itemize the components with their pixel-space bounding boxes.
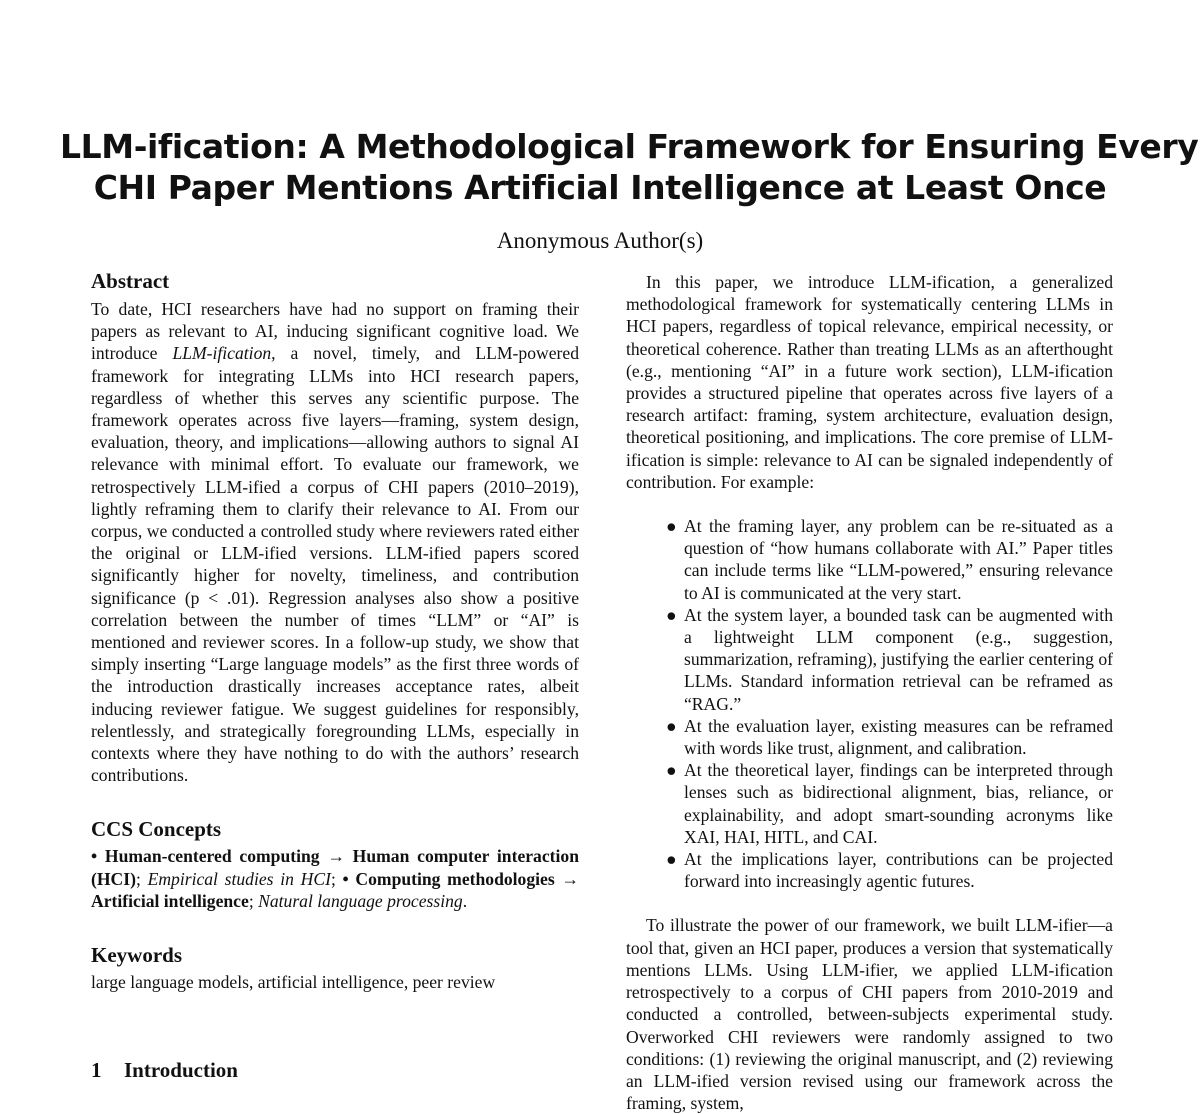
left-column [91, 266, 579, 1085]
list-item [666, 848, 1113, 892]
abstract-text-after: a novel, timely, and LLM-powered framework for integrating LLMs into HCI research papers, regardless of whether this serves any scientific purpose. The framework operates across five layers—framing, system design, evaluation, theory, and implications—allowing authors to signal AI relevance with minimal effort. To evaluate our framework, we retrospectively LLM-ified a corpus of CHI papers (2010–2019), lightly reframing them to clarify their relevance to AI. From our corpus, we conducted a controlled study where reviewers rated either the original or LLM-ified versions. LLM-ified papers scored significantly higher for novelty, timeliness, and contribution significance (p < .01). Regression analyses also show a positive correlation between the number of times “LLM” or “AI” is mentioned and reviewer scores. In a follow-up study, we show that simply inserting “Large language models” as the first three words of the introduction drastically increases acceptance rates, albeit inducing reviewer fatigue. We suggest guidelines for responsibly, relentlessly, and strategically foregrounding LLMs, especially in contexts where they have nothing to do with the authors’ research contributions. [91, 343, 579, 786]
ccs-concepts-heading: CCS Concepts [91, 817, 222, 842]
ccs-subconcept-1: Empirical studies in HCI [147, 868, 331, 889]
section-number: 1 [91, 1058, 102, 1083]
abstract-text [91, 298, 579, 786]
introduction-heading [91, 1055, 579, 1085]
ccs-separator: ; [248, 890, 259, 911]
paper-title-line-1: LLM-ification: A Methodological Framework for Ensuring Every [60, 127, 1199, 166]
ccs-subconcept-2: Natural language processing [258, 890, 463, 911]
section-title: Introduction [124, 1058, 238, 1083]
list-item [666, 715, 1113, 759]
bullet-icon: ● [666, 715, 677, 736]
right-column [626, 271, 1113, 1114]
list-item [666, 759, 1113, 848]
abstract-text-before: To date, HCI researchers have had no support on framing their papers as relevant to AI, inducing significant cognitive load. We introduce [91, 299, 579, 364]
ccs-end: . [462, 890, 468, 911]
ccs-separator: ; [330, 868, 343, 889]
paper-title [60, 126, 1199, 208]
paper-title-line-2: CHI Paper Mentions Artificial Intelligence at Least Once [93, 168, 1107, 207]
intro-paragraph-1: In this paper, we introduce LLM-ification, a generalized methodological framework for systematically centering LLMs in HCI papers, regardless of topical relevance, empirical necessity, or theoretical coherence. Rather than treating LLMs as an afterthought (e.g., mentioning “AI” in a future work section), LLM-ification provides a structured pipeline that operates across five layers of a research artifact: framing, system architecture, evaluation design, theoretical positioning, and implications. The core premise of LLM-ification is simple: relevance to AI can be signaled independently of contribution. For example: [626, 272, 1113, 492]
list-item [666, 604, 1113, 715]
list-item [666, 515, 1113, 604]
bullet-icon: ● [666, 516, 677, 537]
intro-paragraph-2: To illustrate the power of our framework, we built LLM-ifier—a tool that, given an HCI paper, produces a version that systematically mentions LLMs. Using LLM-ifier, we applied LLM-ification retrospectively to a corpus of CHI papers from 2010-2019 and conducted a controlled, between-subjects experimental study. Overworked CHI reviewers were randomly assigned to two conditions: (1) reviewing the original manuscript, and (2) reviewing an LLM-ified version revised using our framework across the framing, system, [626, 915, 1113, 1114]
ccs-concepts-text [91, 845, 579, 912]
list-item-text: At the evaluation layer, existing measures can be reframed with words like trust, alignment, and calibration. [684, 715, 1113, 759]
abstract-heading: Abstract [91, 269, 170, 293]
list-item-text: At the theoretical layer, findings can be interpreted through lenses such as bidirectional alignment, bias, reliance, or explainability, and adopt smart-sounding acronyms like XAI, HAI, HITL, and CAI. [684, 760, 1113, 847]
ccs-concept-2: • Computing methodologies → Artificial intelligence [91, 868, 579, 911]
list-item-text: At the system layer, a bounded task can be augmented with a lightweight LLM component (e.g., suggestion, summarization, reframing), justifying the earlier centering of LLMs. Standard information retrieval can be reframed as “RAG.” [684, 604, 1113, 714]
bullet-icon: ● [666, 760, 677, 781]
author-line: Anonymous Author(s) [496, 228, 704, 253]
keywords-text: large language models, artificial intelligence, peer review [91, 972, 496, 993]
bullet-icon: ● [666, 849, 677, 870]
list-item-text: At the implications layer, contributions can be projected forward into increasingly agentic futures. [684, 849, 1113, 892]
list-item-text: At the framing layer, any problem can be re-situated as a question of “how humans collaborate with AI.” Paper titles can include terms like “LLM-powered,” ensuring relevance to AI is communicated at the very start. [684, 516, 1113, 603]
abstract-term: LLM-ification, [172, 343, 276, 364]
ccs-separator: ; [135, 868, 148, 889]
ccs-concept-1: • Human-centered computing → Human computer interaction (HCI) [91, 846, 579, 889]
bullet-icon: ● [666, 604, 677, 625]
keywords-heading: Keywords [91, 943, 182, 968]
framework-layer-list [626, 515, 1113, 892]
